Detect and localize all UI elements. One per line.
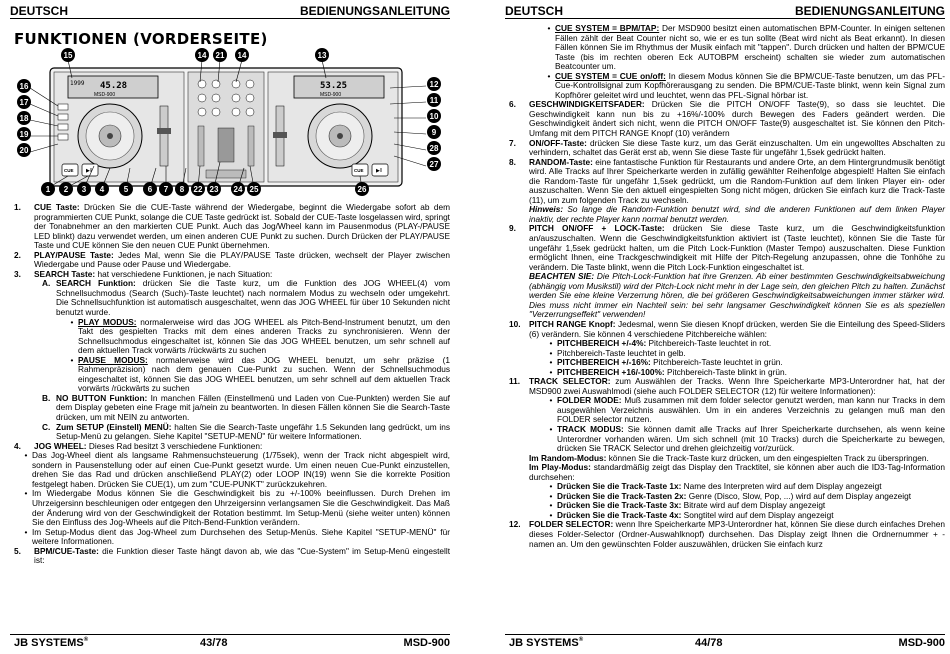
svg-text:25: 25 [249, 185, 259, 194]
svg-text:CUE: CUE [354, 168, 364, 173]
callout-13 [315, 48, 329, 62]
display-left-model: MSD-900 [94, 92, 116, 98]
svg-text:15: 15 [63, 51, 73, 60]
callout-14a [195, 48, 209, 62]
callout-5 [119, 182, 133, 196]
jog-bullet-1: • Das Jog-Wheel dient als langsame Rahmensuchsteuerung (1/75sek), wenn der Track nicht abgespielt wird, sondern in Pausenstellung oder auf einen Cue-Punkt gesetzt wurde. Um einen neuen Cue-Punkt einzustellen, drehen Sie das Rad und drücken anschließend PLAY(2) oder LOOP IN(19) wenn Sie die korrekte Position festgelegt haben. Drücken Sie CUE(1), um zum "CUE-PUNKT" zurückzukehren. [24, 450, 450, 489]
svg-text:11: 11 [429, 96, 439, 105]
random-mode-note: Im Random-Modus: können Sie die Track-Taste kurz drücken, um den eingespielten Track zu überspringen. [529, 452, 929, 463]
list-item-2: 2. PLAY/PAUSE Taste: Jedes Mal, wenn Sie die PLAY/PAUSE Taste drücken, wechselt der Player zwischen Wiedergabe und Pause oder Pause und Wiedergabe. [14, 249, 450, 270]
svg-text:27: 27 [429, 160, 439, 169]
sub-item-b: B. NO BUTTON Funktion: In manchen Fällen (Einstellmenü und Laden von Cue-Punkten) werden Sie auf dem Display gebeten eine Frage mit ja/nein zu beantworten. In diesen Fällen können Sie die Search-Taste drücken, um mit NEIN zu antworten. [42, 392, 450, 423]
svg-text:24: 24 [233, 185, 243, 194]
display-left-num: 1999 [70, 80, 85, 87]
footer-divider [10, 634, 450, 635]
callout-18 [17, 111, 31, 125]
callout-10 [427, 109, 441, 123]
svg-text:28: 28 [429, 144, 439, 153]
svg-text:6: 6 [147, 185, 153, 194]
jog-bullet-2: • Im Wiedergabe Modus können Sie die Geschwindigkeit bis zu +/-100% beeinflussen. Durch Drehen im Uhrzeigersinn beschleunigen oder entgegen den Uhrzeigersinn verlangsamen Sie die Geschwindigkeit. Das Maß der Änderung wird von der Geschwindigkeit der Rotation bestimmt. Im Setup-Menü (siehe weiter unten) können Sie den Einfluss des Jog-Wheels auf die Pitch-Bend-Funktion verändern. [24, 488, 450, 528]
id3-bullet-4: • Drücken Sie die Track-Taste 4x: Songtitel wird auf dem Display angezeigt [549, 509, 834, 520]
left-page [10, 0, 450, 654]
id3-bullet-1: • Drücken Sie die Track-Taste 1x: Name des Interpreten wird auf dem Display angezeigt [549, 481, 882, 492]
svg-text:CUE: CUE [64, 168, 74, 173]
callout-22 [191, 182, 205, 196]
track-bullet-track-mode: • TRACK MODUS: Sie können damit alle Tracks auf Ihrer Speicherkarte durchsehen, als wenn keine Unterordner vorhanden wären. Um sich schnell (mit 10 Tracks) durch die Speicherkarte zu bewegen, drücken Sie TRACK Selector und drehen gleichzeitig vor/zurück. [549, 423, 945, 454]
callout-7 [159, 182, 173, 196]
callout-15 [61, 48, 75, 62]
left-body-text [14, 203, 450, 566]
beachten-note: BEACHTEN SIE: Die Pitch-Lock-Funktion hat ihre Grenzen. Ab einer bestimmten Geschwindigkeitsabweichung (abhängig vom Musikstil) wird der Pitch-Lock nicht mehr in der Lage sein, den gleichen Pitch zu halten. Zunächst werden Sie eine kleine Verzerrung hören, die bei größeren Geschwindigkeitsabweichungen immer stärker wird. Dies muss nicht immer ein Nachteil sein: bei sehr langsamer Geschwindigkeit können Sie es als speziellen "Verzerrungseffekt" verwenden! [529, 271, 945, 320]
svg-text:18: 18 [19, 114, 29, 123]
footer-model: MSD-900 [898, 637, 945, 649]
callout-25 [247, 182, 261, 196]
svg-text:▶‖: ▶‖ [86, 168, 92, 174]
header-title: BEDIENUNGSANLEITUNG [794, 4, 945, 18]
footer-page-number: 44/78 [695, 637, 723, 649]
display-left-time: 45.28 [100, 81, 128, 91]
callout-14b [235, 48, 249, 62]
sub-item-a: A. SEARCH Funktion: drücken Sie die Taste kurz, um die Funktion des JOG WHEEL(4) vom Schnellsuchmodus (Search (Such)-Taste leuchtet) nach normalem Modus zu wechseln oder umgekehrt. Die Schnellsuchfunktion ist automatisch ausgeschaltet, wenn das JOG WHEEL für über 10 Sekunden nicht benutzt wurde. [42, 278, 450, 318]
play-mode-note: Im Play-Modus: standardmäßig zeigt das Display den Tracktitel, sie können aber auch die ID3-Tag-Information durchsehen: [529, 462, 946, 482]
svg-text:9: 9 [431, 128, 437, 137]
svg-text:14: 14 [237, 51, 247, 60]
list-item-9: 9. PITCH ON/OFF + LOCK-Taste: drücken Sie diese Taste kurz, um die Geschwindigkeitsfunktion an/auszuschalten. Wenn die Geschwindigkeitsfunktion aktiviert ist (Taste leuchtet), können Sie die Taste für ungefähr 1,5sek gedrückt halten, um die Pitch Lock-Funktion (Master Tempo) auszuschalten. Diese Funktion ermöglicht Ihnen, eine Trackgeschwindigkeit mit Hilfe der Pitch-Regelung anzupassen, ohne die Tonhöhe zu verändern. Die Taste blinkt, wenn die Pitch Lock-Funktion eingeschaltet ist. [509, 223, 945, 272]
callout-12 [427, 77, 441, 91]
list-item-7: 7. ON/OFF-Taste: drücken Sie diese Taste kurz, um das Gerät einzuschalten. Um ein ungewolltes Abschalten zu verhindern, schaltet das Gerät erst ab, wenn Sie diese Taste für ungefähr 1,5sek gedrückt halten. [509, 137, 945, 158]
svg-text:2: 2 [63, 185, 69, 194]
svg-text:22: 22 [193, 185, 203, 194]
callout-1 [41, 182, 55, 196]
section-title: FUNKTIONEN (VORDERSEITE) [14, 30, 268, 48]
svg-text:12: 12 [429, 80, 439, 89]
bullet-cue-on-off: • CUE SYSTEM = CUE on/off: In diesem Modus können Sie die BPM/CUE-Taste benutzen, um das PFL-Cue-Kontrollsignal zum Kopfhörerausgang zu senden. Die BPM/CUE-Taste blinkt, wenn kein Signal zum Kopfhörer geleitet wird und leuchtet, wenn das PFL-Signal hörbar ist. [547, 70, 946, 100]
callout-24 [231, 182, 245, 196]
track-bullet-folder-mode: • FOLDER MODE: Muß zusammen mit dem folder selector genutzt werden, man kann nur Tracks in dem ausgewählen Verzeichnis auswählen. Um in ein anderes Verzeichnis zu gelangen muß man den FOLDER selector nutzen. [549, 395, 945, 425]
list-item-8: 8. RANDOM-Taste: eine fantastische Funktion für Restaurants und andere Orte, an dem Hintergrundmusik benötigt wird. Alle Tracks auf Ihrer Speicherkarte werden in zufällig gewählter Reihenfolge abgespielt! Halten Sie einfach die Random-Taste für ungefähr 1,5sek gedrückt, um die Random-Funktion auf dem linken Player ein- oder auszuschalten. Wenn Sie den aktuell eingespielten Song nicht mögen, drücken Sie einfach kurz die Track-Taste (11), um zum folgenden Track zu wechseln. [509, 156, 945, 205]
right-body-text [509, 24, 945, 549]
svg-text:10: 10 [429, 112, 439, 121]
callout-11 [427, 93, 441, 107]
list-item-11: 11. TRACK SELECTOR: zum Auswählen der Tracks. Wenn Ihre Speicherkarte MP3-Unterordner hat, hat der MSD900 zwei Auswahlmodi (siehe auch FOLDER SELECTOR (12) für weitere Informationen): [509, 376, 945, 396]
svg-text:26: 26 [357, 185, 367, 194]
callout-9 [427, 125, 441, 139]
callout-16 [17, 79, 31, 93]
header-divider [505, 18, 945, 19]
list-item-5: 5. BPM/CUE-Taste: die Funktion dieser Taste hängt davon ab, wie das "Cue-System" im Setup-Menü eingestellt ist: [14, 545, 450, 566]
callout-19 [17, 127, 31, 141]
header-language: DEUTSCH [10, 4, 69, 18]
list-item-6: 6. GESCHWINDIGKEITSFADER: Drücken Sie die PITCH ON/OFF Taste(9), so dass sie leuchtet. Die Geschwindigkeit kann nun bis zu +16%/-100% durch Bewegen des Faders geändert werden. Die Geschwindigkeit ändert sich nicht, wenn die PITCH ON/OFF Taste(9) ausgeschaltet ist. Sie können den Pitch-Umfang mit dem PITCH RANGE Knopf (10) verändern [509, 99, 945, 139]
right-page [505, 0, 945, 654]
pitch-bullet-2: • Pitchbereich-Taste leuchtet in gelb. [549, 347, 686, 358]
page-header [10, 4, 450, 18]
callout-4 [95, 182, 109, 196]
page-footer [505, 637, 945, 651]
svg-text:▶‖: ▶‖ [376, 168, 382, 174]
display-right-time: 53.25 [320, 81, 348, 91]
bullet-pause-mode: • PAUSE MODUS: normalerweise wird das JOG WHEEL benutzt, um sehr präzise (1 Rahmenpräzision) nach dem genauen Cue-Punkt zu suchen. Wenn der Schnellsuchmodus eingeschaltet ist, können Sie das JOG WHEEL benutzen, um sehr schnell auf dem aktuellen Track vorwärts /rückwärts zu suchen [70, 354, 451, 394]
jog-bullet-3: • Im Setup-Modus dient das Jog-Wheel zum Durchsehen des Setup-Menüs. Siehe Kapitel "SETUP-MENÜ" für weitere Informationen. [24, 526, 450, 547]
svg-text:23: 23 [209, 185, 219, 194]
svg-text:5: 5 [123, 185, 129, 194]
svg-text:1: 1 [45, 185, 51, 194]
svg-text:13: 13 [317, 51, 327, 60]
svg-text:16: 16 [19, 82, 29, 91]
header-divider [10, 18, 450, 19]
id3-bullet-3: • Drücken Sie die Track-Taste 3x: Bitrate wird auf dem Display angezeigt [549, 500, 826, 511]
footer-brand: JB SYSTEMS® [509, 637, 584, 649]
svg-text:19: 19 [19, 130, 29, 139]
display-right-model: MSD-900 [320, 92, 342, 98]
footer-divider [505, 634, 945, 635]
id3-bullet-2: • Drücken Sie die Track-Tasten 2x: Genre (Disco, Slow, Pop, ...) wird auf dem Display angezeigt [549, 490, 912, 501]
header-language: DEUTSCH [505, 4, 564, 18]
list-item-3: 3. SEARCH Taste: hat verschiedene Funktionen, je nach Situation: [14, 268, 273, 279]
callout-21 [213, 48, 227, 62]
footer-model: MSD-900 [403, 637, 450, 649]
header-title: BEDIENUNGSANLEITUNG [299, 4, 450, 18]
callout-23 [207, 182, 221, 196]
footer-brand: JB SYSTEMS® [14, 637, 89, 649]
callout-28 [427, 141, 441, 155]
list-item-12: 12. FOLDER SELECTOR: wenn Ihre Speicherkarte MP3-Unterordner hat, können Sie diese durch einfaches Drehen dieses Folder-Selector (Ordner-Auswahlknopf) durchsehen. Das Display zeigt Ihnen die Ordnernummer + -namen an. Um den gewünschten Folder auszuwählen, drücken Sie einfach kurz [509, 519, 945, 549]
svg-text:4: 4 [99, 185, 105, 194]
list-item-4: 4. JOG WHEEL: Dieses Rad besitzt 3 verschiedene Funktionen: [14, 440, 263, 451]
callout-8 [175, 182, 189, 196]
svg-text:14: 14 [197, 51, 207, 60]
list-item-1: 1. CUE Taste: Drücken Sie die CUE-Taste während der Wiedergabe, beginnt die Wiedergabe sofort ab dem programmierten CUE Punkt, solange die CUE Taste gedrückt ist. Sobald der CUE-Taste losgelassen wird, springt der Tonabnehmer an den markierten CUE Punkt. Auch das Jog/Wheel kann im Pausenmodus (PLAY-/PAUSE LED blinkt) dazu verwendet werden, um einen anderen CUE Punkt zu suchen. Durch Drücken der PLAY/PAUSE Taste und CUE können Sie den neuen CUE Punkt übernehmen. [14, 202, 450, 251]
footer-page-number: 43/78 [200, 637, 228, 649]
callout-17 [17, 95, 31, 109]
callout-3 [77, 182, 91, 196]
svg-text:20: 20 [19, 146, 29, 155]
callout-2 [59, 182, 73, 196]
svg-text:21: 21 [215, 51, 225, 60]
sub-item-c: C. Zum SETUP (Einstell) MENÜ: halten Sie die Search-Taste ungefähr 1.5 Sekunden lang gedrückt, um ins Setup-Menü zu gelangen. Siehe Kapitel "SETUP-MENÜ" für weitere Informationen. [42, 421, 451, 442]
pitch-bullet-1: • PITCHBEREICH +/-4%: Pitchbereich-Taste leuchtet in rot. [549, 338, 772, 349]
svg-text:3: 3 [81, 185, 87, 194]
callout-20 [17, 143, 31, 157]
svg-text:8: 8 [179, 185, 185, 194]
page-header [505, 4, 945, 18]
bullet-cue-bpm-tap: • CUE SYSTEM = BPM/TAP: Der MSD900 besitzt einen automatischen BPM-Counter. In einigen seltenen Fällen zählt der Beat Counter nicht so, wie er es tun sollte (Beat wird nicht als Beat erkannt). In diesen Fällen können Sie im Rhythmus der Musik einfach mit "tappen". Durch drücken und halten der BPM/CUE Taste (bis im rechten oberen Eck AUTOBPM erscheint) schalten sie wieder zum automatischen Beatcounter um. [547, 23, 945, 72]
hinweis-note: Hinweis: So lange die Random-Funktion benutzt wird, sind die anderen Funktionen auf dem linken Player inaktiv, der rechte Player kann normal benutzt werden. [529, 204, 945, 224]
bullet-play-mode: • PLAY MODUS: normalerweise wird das JOG WHEEL als Pitch-Bend-Instrument benutzt, um den Takt des gespielten Tracks mit dem eines anderen Tracks zu synchronisieren. Wenn der Schnellsuchmodus eingeschaltet ist, können Sie das JOG WHEEL benutzen, um sehr schnell auf dem aktuellen Track vorwärts /rückwärts zu suchen [70, 316, 450, 356]
pitch-bullet-4: • PITCHBEREICH +16/-100%: Pitchbereich-Taste blinkt in grün. [549, 366, 787, 377]
callout-26 [355, 182, 369, 196]
svg-text:17: 17 [19, 98, 29, 107]
callout-6 [143, 182, 157, 196]
page-footer [10, 637, 450, 651]
list-item-10: 10. PITCH RANGE Knopf: Jedesmal, wenn Sie diesen Knopf drücken, werden Sie die Einteilung des Speed-Sliders (6) verändern. Sie können 4 verschiedene Pitchbereiche wählen: [509, 318, 946, 339]
callout-27 [427, 157, 441, 171]
device-front-panel-illustration [10, 48, 450, 196]
svg-text:7: 7 [163, 185, 169, 194]
pitch-bullet-3: • PITCHBEREICH +/-16%: Pitchbereich-Taste leuchtet in grün. [549, 357, 783, 368]
